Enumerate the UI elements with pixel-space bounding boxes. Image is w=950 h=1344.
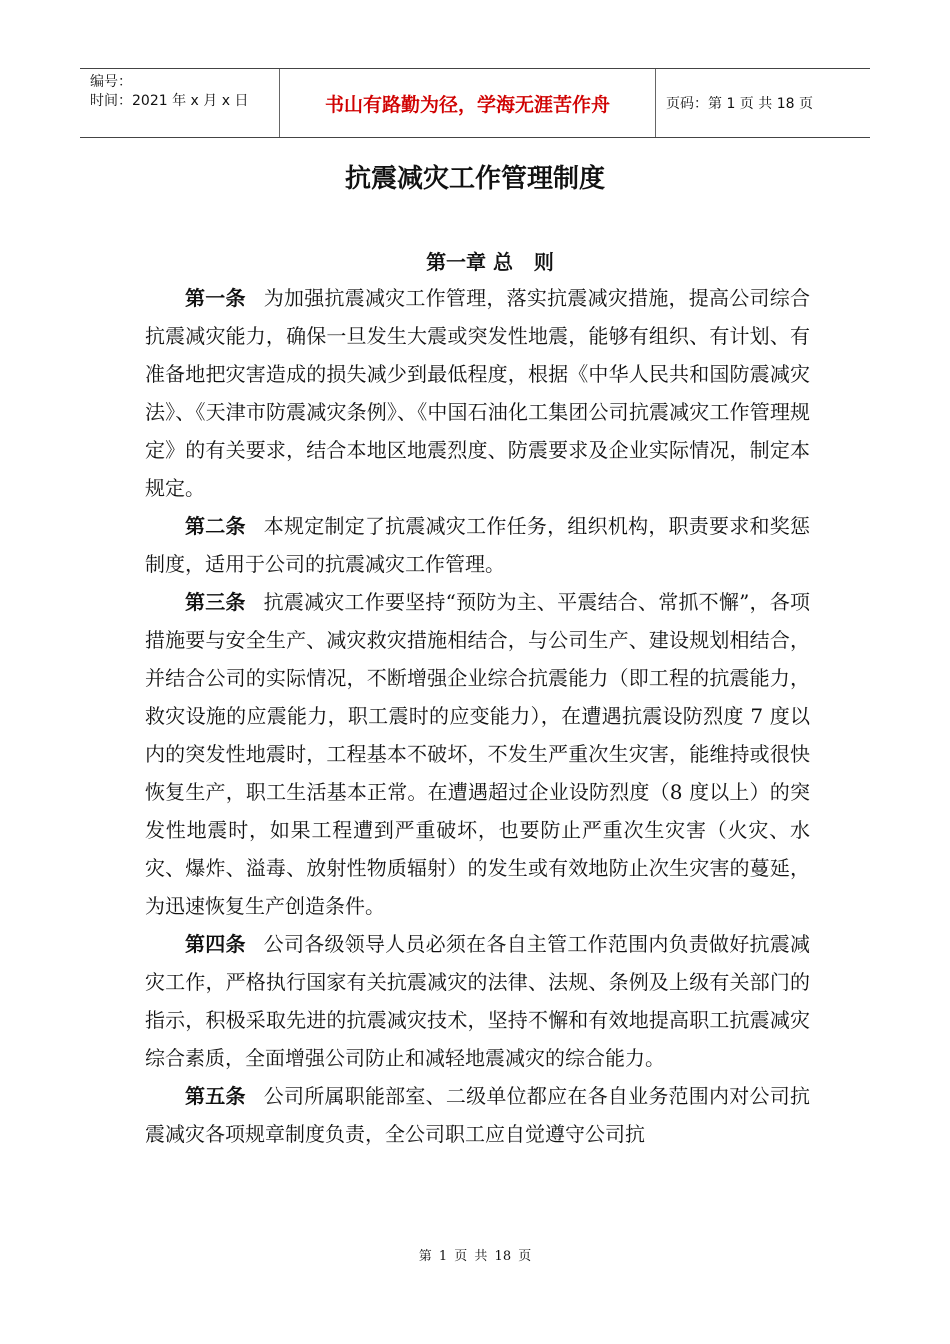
article-2: [145, 507, 810, 583]
article-text: 本规定制定了抗震减灾工作任务，组织机构，职责要求和奖惩制度，适用于公司的抗震减灾工作管理。: [145, 514, 811, 576]
header-meta-cell: [80, 69, 280, 137]
article-text: 为加强抗震减灾工作管理，落实抗震减灾措施，提高公司综合抗震减灾能力，确保一旦发生大震或突发性地震，能够有组织、有计划、有准备地把灾害造成的损失减少到最低程度，根据《中华人民共和国防震减灾法》、《天津市防震减灾条例》、《中国石油化工集团公司抗震减灾工作管理规定》的有关要求，结合本地区地震烈度、防震要求及企业实际情况，制定本规定。: [145, 286, 811, 500]
article-number: 第四条: [185, 932, 246, 956]
page-footer: 第 1 页 共 18 页: [418, 1249, 532, 1264]
header-table: [80, 68, 870, 138]
article-3: [145, 583, 810, 925]
article-text: 公司所属职能部室、二级单位都应在各自业务范围内对公司抗震减灾各项规章制度负责，全公司职工应自觉遵守公司抗: [145, 1084, 811, 1146]
header-motto: 书山有路勤为径，学海无涯苦作舟: [280, 69, 656, 137]
article-number: 第五条: [185, 1084, 246, 1108]
time-label: 时间：2021 年 x 月 x 日: [90, 93, 249, 109]
article-text: 公司各级领导人员必须在各自主管工作范围内负责做好抗震减灾工作，严格执行国家有关抗震减灾的法律、法规、条例及上级有关部门的指示，积极采取先进的抗震减灾技术，坚持不懈和有效地提高职工抗震减灾综合素质，全面增强公司防止和减轻地震减灾的综合能力。: [145, 932, 811, 1070]
article-5: [145, 1077, 810, 1153]
document-title: 抗震减灾工作管理制度: [344, 164, 605, 194]
chapter-heading: 第一章 总 则: [426, 250, 554, 274]
article-1: [145, 279, 810, 507]
number-label: 编号：: [90, 74, 132, 90]
article-4: [145, 925, 810, 1077]
article-number: 第二条: [185, 514, 246, 538]
header-page-info: 页码：第 1 页 共 18 页: [666, 96, 813, 112]
article-text: 抗震减灾工作要坚持“预防为主、平震结合、常抓不懈”，各项措施要与安全生产、减灾救灾措施相结合，与公司生产、建设规划相结合，并结合公司的实际情况，不断增强企业综合抗震能力（即工程的抗震能力，救灾设施的应震能力，职工震时的应变能力），在遭遇抗震设防烈度 7 度以内的突发性地震时，工程基本不破坏，不发生严重次生灾害，能维持或很快恢复生产，职工生活基本正常。在遭遇超过企业设防烈度（8 度以上）的突发性地震时，如果工程遭到严重破坏，也要防止严重次生灾害（火灾、水灾、爆炸、溢毒、放射性物质辐射）的发生或有效地防止次生灾害的蔓延，为迅速恢复生产创造条件。: [145, 590, 810, 918]
document-body: [145, 279, 810, 1153]
article-number: 第一条: [185, 286, 246, 310]
article-number: 第三条: [185, 590, 246, 614]
